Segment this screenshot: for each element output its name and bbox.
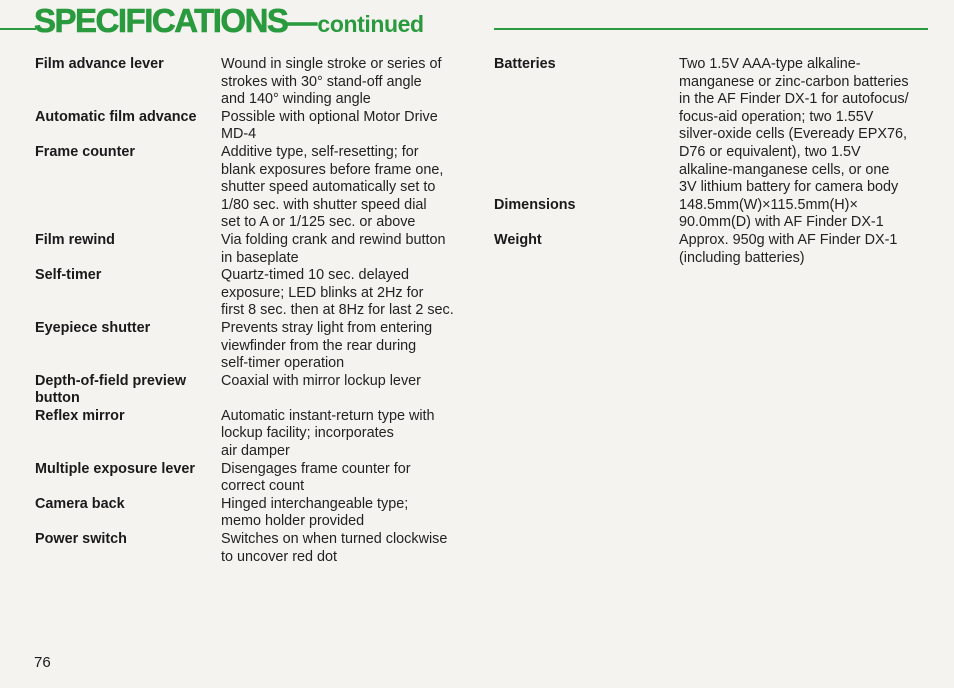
spec-desc: Quartz-timed 10 sec. delayed exposure; LED blinks at 2Hz for first 8 sec. then at 8Hz for last 2 sec.	[221, 267, 454, 319]
page-header	[0, 4, 954, 38]
spec-desc: Possible with optional Motor Drive MD-4	[221, 108, 438, 143]
spec-term: Frame counter	[35, 143, 135, 160]
header-rule-right	[494, 28, 928, 30]
spec-term: Weight	[494, 231, 542, 248]
spec-row	[35, 109, 485, 144]
spec-term: Camera back	[35, 495, 125, 512]
title-dash: —	[287, 6, 318, 39]
spec-row	[494, 232, 934, 267]
spec-term: Automatic film advance	[35, 108, 197, 125]
spec-column-right	[494, 56, 934, 267]
spec-row	[35, 320, 485, 373]
spec-term: Dimensions	[494, 196, 576, 213]
spec-row	[35, 267, 485, 320]
spec-row	[35, 144, 485, 232]
spec-term: Power switch	[35, 531, 127, 548]
spec-row	[35, 408, 485, 461]
spec-desc: Prevents stray light from entering viewfinder from the rear during self-timer operation	[221, 319, 433, 372]
spec-row	[35, 461, 485, 496]
spec-desc: Via folding crank and rewind button in baseplate	[221, 231, 446, 266]
spec-term: Eyepiece shutter	[35, 319, 151, 336]
spec-row	[35, 56, 485, 109]
spec-desc: Two 1.5V AAA-type alkaline- manganese or zinc-carbon batteries in the AF Finder DX-1 for autofocus/ focus-aid operation; two 1.55V silver-oxide cells (Eveready EPX76, D76 or equivalent), two 1.5V alkaline-manganese cells, or one 3V lithium battery for camera body	[679, 56, 909, 196]
spec-desc: Switches on when turned clockwise to uncover red dot	[221, 531, 448, 565]
spec-desc: Additive type, self-resetting; for blank exposures before frame one, shutter speed automatically set to 1/80 sec. with shutter speed dial set to A or 1/125 sec. or above	[221, 143, 444, 231]
spec-row	[35, 232, 485, 267]
spec-desc: Wound in single stroke or series of strokes with 30° stand-off angle and 140° winding angle	[221, 56, 442, 108]
title-main: SPECIFICATIONS	[34, 2, 288, 39]
spec-desc: 148.5mm(W)×115.5mm(H)× 90.0mm(D) with AF Finder DX-1	[679, 196, 884, 231]
spec-desc: Automatic instant-return type with lockup facility; incorporates air damper	[221, 407, 435, 460]
spec-row	[494, 197, 934, 232]
spec-term: Self-timer	[35, 267, 102, 284]
spec-term: Depth-of-field preview button	[35, 372, 187, 407]
title-sub: continued	[317, 11, 424, 37]
spec-desc: Approx. 950g with AF Finder DX-1 (including batteries)	[679, 231, 898, 266]
spec-term: Batteries	[494, 56, 556, 72]
spec-column-left	[35, 56, 485, 566]
spec-term: Film advance lever	[35, 56, 164, 72]
spec-row	[35, 373, 485, 408]
spec-term: Multiple exposure lever	[35, 460, 195, 477]
spec-desc: Hinged interchangeable type; memo holder provided	[221, 495, 409, 530]
spec-desc: Disengages frame counter for correct count	[221, 460, 411, 495]
spec-desc: Coaxial with mirror lockup lever	[221, 372, 421, 389]
page-number: 76	[34, 654, 51, 671]
spec-row	[35, 531, 485, 566]
spec-term: Reflex mirror	[35, 407, 125, 424]
header-rule-left	[0, 28, 36, 30]
spec-row	[35, 496, 485, 531]
page-title	[34, 4, 424, 38]
spec-row	[494, 56, 934, 197]
spec-term: Film rewind	[35, 231, 115, 248]
